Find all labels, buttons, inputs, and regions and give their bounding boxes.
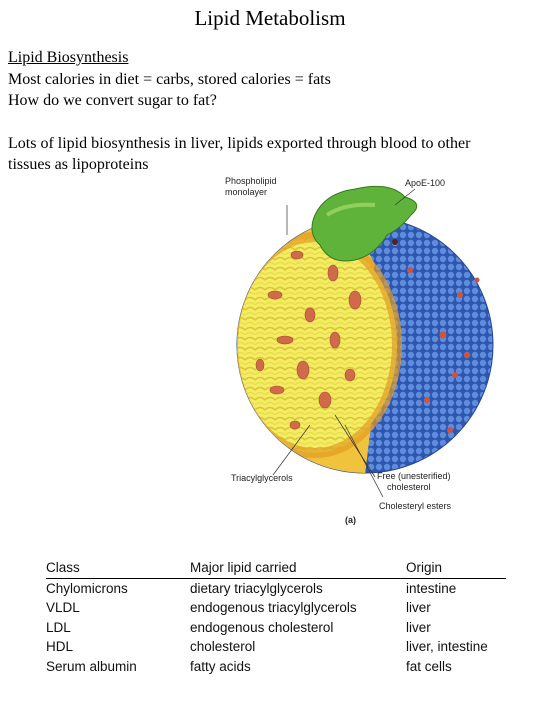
text-line-calories: Most calories in diet = carbs, stored calories = fats [8, 71, 331, 88]
label-apoe: ApoE-100 [405, 178, 446, 188]
label-free-unesterified: Free (unesterified) [377, 471, 451, 481]
cell-class: HDL [46, 639, 74, 654]
table-row [46, 657, 506, 677]
header-class: Class [46, 560, 80, 575]
lipoprotein-figure [215, 175, 525, 535]
header-major-lipid: Major lipid carried [190, 560, 297, 575]
page-title: Lipid Metabolism [194, 6, 346, 30]
cell-lipid: endogenous triacylglycerols [190, 600, 357, 615]
label-cholesterol: cholesterol [387, 482, 431, 492]
label-cholesteryl-esters: Cholesteryl esters [379, 501, 452, 511]
table-header [46, 558, 506, 579]
panel-label: (a) [345, 515, 356, 525]
cell-lipid: endogenous cholesterol [190, 619, 334, 635]
section-heading: Lipid Biosynthesis [8, 49, 129, 66]
cell-origin: fat cells [406, 658, 452, 674]
cell-lipid: cholesterol [190, 639, 256, 654]
lipoprotein-table [46, 558, 506, 676]
table-row [46, 618, 506, 638]
table-row [46, 598, 506, 618]
cell-origin: intestine [406, 580, 457, 596]
label-monolayer: monolayer [225, 187, 268, 197]
table-row [46, 579, 506, 599]
cell-class: VLDL [46, 600, 80, 615]
table-row [46, 637, 506, 657]
label-triacylglycerols: Triacylglycerols [231, 473, 293, 483]
cell-class: LDL [46, 619, 71, 635]
paragraph-line-1: Lots of lipid biosynthesis in liver, lipids exported through blood to other [8, 135, 471, 152]
cell-class: Chylomicrons [46, 580, 128, 596]
cell-class: Serum albumin [46, 658, 137, 674]
cell-lipid: fatty acids [190, 658, 251, 674]
cell-lipid: dietary triacylglycerols [190, 580, 323, 596]
cell-origin: liver [406, 600, 431, 615]
header-origin: Origin [406, 560, 443, 575]
cell-origin: liver, intestine [406, 639, 488, 654]
cell-origin: liver [406, 619, 431, 635]
label-phospholipid: Phospholipid [225, 176, 277, 186]
lipoprotein-particle-illustration [225, 186, 493, 475]
paragraph-line-2: tissues as lipoproteins [8, 156, 149, 173]
text-line-question: How do we convert sugar to fat? [8, 92, 217, 109]
